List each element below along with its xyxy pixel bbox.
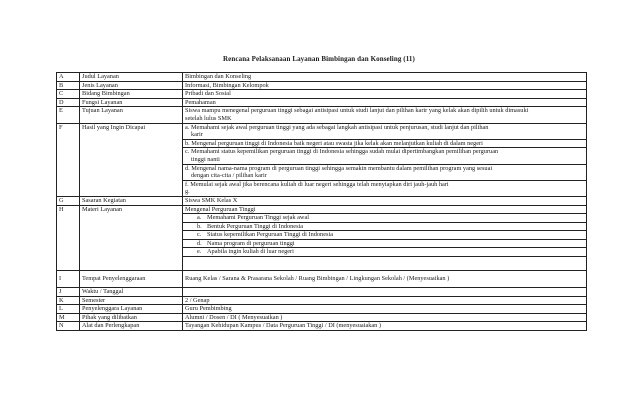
table-row: [57, 196, 587, 205]
row-value: Alumni / Dosen / DI ( Menyesuaikan ): [183, 313, 587, 322]
table-row: [57, 313, 587, 322]
materi-item: [183, 214, 586, 223]
plan-table: [56, 72, 587, 331]
materi-bullet: c.: [197, 231, 202, 239]
table-row: [57, 90, 587, 99]
row-value: Bimbingan dan Konseling: [183, 73, 587, 82]
row-value: [183, 205, 587, 271]
materi-bullet: b.: [197, 222, 202, 230]
row-label: Bidang Bimbingan: [80, 90, 183, 99]
materi-item: [183, 223, 586, 232]
row-label: Penyelenggara Layanan: [80, 305, 183, 314]
table-row: [57, 288, 587, 297]
row-label: Tujuan Layanan: [80, 107, 183, 123]
row-key: C: [57, 90, 80, 99]
row-value: Pribadi dan Sosial: [183, 90, 587, 99]
row-value: Guru Pembimbing: [183, 305, 587, 314]
row-value: Siswa SMK Kelas X: [183, 196, 587, 205]
row-key: E: [57, 107, 80, 123]
materi-heading: Mengenal Perguruan Tinggi: [183, 206, 586, 215]
outcome-line: a. Memahami sejak awal perguruan tinggi yang ada sebagai langkah antisipasi untuk penjurusan, studi lanjut dan pilihan: [185, 123, 489, 131]
materi-text: Memahami Perguruan Tinggi sejak awal: [207, 214, 310, 222]
outcome-line: f. Memulai sejak awal jika berencana kuliah di luar negeri sehingga telah menyiapkan diri jauh-jauh hari: [185, 180, 449, 188]
row-label: Alat dan Perlengkapan: [80, 322, 183, 331]
row-value: Informasi, Bimbingan Kelompok: [183, 81, 587, 90]
row-label: Jenis Layanan: [80, 81, 183, 90]
outcome-item: [183, 124, 586, 140]
row-label: Semester: [80, 296, 183, 305]
materi-bullet: a.: [197, 214, 202, 222]
materi-item: [183, 231, 586, 240]
row-value: 2 / Genap: [183, 296, 587, 305]
outcome-line: tinggi nanti: [191, 155, 220, 163]
row-label: Materi Layanan: [80, 205, 183, 271]
value-line: Siswa mampu menegenal perguruan tinggi sebagai antisipasi untuk studi lanjut dan pilihan karir yang kelak akan dipilih untuk dimasuki: [185, 107, 529, 115]
row-key: G: [57, 196, 80, 205]
row-value: Tayangan Kehidupan Kampus / Data Perguruan Tinggi / DI (menyesuaiakan ): [183, 322, 587, 331]
outcome-item: [183, 181, 586, 196]
table-row: [57, 81, 587, 90]
materi-bullet: d.: [197, 239, 202, 247]
row-key: I: [57, 271, 80, 288]
outcome-item: [183, 140, 586, 149]
row-label: Sasaran Kegiatan: [80, 196, 183, 205]
outcome-item: [183, 165, 586, 181]
row-key: B: [57, 81, 80, 90]
row-key: K: [57, 296, 80, 305]
row-value: [183, 123, 587, 196]
row-label: Hasil yang Ingin Dicapai: [80, 123, 183, 196]
row-value: [183, 107, 587, 123]
row-value: Ruang Kelas / Sarana & Prasarana Sekolah / Ruang Bimbingan / Lingkungan Sekolah / (Menyesuaikan ): [183, 271, 587, 288]
page-title: Rencana Pelaksanaan Layanan Bimbingan dan Konseling (11): [223, 55, 415, 63]
table-row: [57, 107, 587, 123]
materi-text: Nama program di perguruan tinggi: [207, 239, 295, 247]
row-label: Pihak yang dilibatkan: [80, 313, 183, 322]
outcome-item: [183, 148, 586, 164]
value-line: setelah lulus SMK: [185, 114, 232, 122]
row-value: [183, 288, 587, 297]
row-key: D: [57, 98, 80, 107]
outcome-line: b. Mengenal perguruan tinggi di Indonesia baik negeri atau swasta jika kelak akan melanjutkan kuliah di dalam negeri: [185, 139, 483, 147]
materi-bullet: e.: [197, 248, 202, 256]
table-row: [57, 296, 587, 305]
row-key: A: [57, 73, 80, 82]
outcome-line: dengan cita-cita / pilihan karir: [191, 172, 267, 180]
materi-spacer: [183, 257, 586, 270]
table-row: [57, 271, 587, 288]
row-key: N: [57, 322, 80, 331]
outcome-line: g.: [185, 188, 190, 196]
materi-item: [183, 240, 586, 249]
row-label: Waktu / Tanggal: [80, 288, 183, 297]
outcome-line: c. Memahami status kepemilikan perguruan tinggi di Indonesia sehingga sudah mulai dipertimbangkan pemilihan perguruan: [185, 148, 499, 156]
row-value: Pemahaman: [183, 98, 587, 107]
table-row: [57, 98, 587, 107]
materi-text: Bentuk Perguruan Tinggi di Indonesia: [207, 222, 304, 230]
table-row: [57, 205, 587, 271]
materi-text: Apabila ingin kuliah di luar negeri: [207, 248, 294, 256]
materi-item: [183, 248, 586, 257]
outcome-line: karir: [191, 131, 203, 139]
row-key: M: [57, 313, 80, 322]
table-row: [57, 305, 587, 314]
table-row: [57, 322, 587, 331]
row-label: Judul Layanan: [80, 73, 183, 82]
row-key: F: [57, 123, 80, 196]
materi-text: Status kepemilikan Perguruan Tinggi di Indonesia: [207, 231, 333, 239]
outcome-line: d. Mengenal nama-nama program di perguruan tinggi sehingga semakin membantu dalam pemilihan program yang sesuai: [185, 164, 493, 172]
table-row: [57, 73, 587, 82]
row-key: J: [57, 288, 80, 297]
row-key: L: [57, 305, 80, 314]
row-label: Tempat Penyelenggaraan: [80, 271, 183, 288]
row-label: Fungsi Layanan: [80, 98, 183, 107]
row-key: H: [57, 205, 80, 271]
table-row: [57, 123, 587, 196]
